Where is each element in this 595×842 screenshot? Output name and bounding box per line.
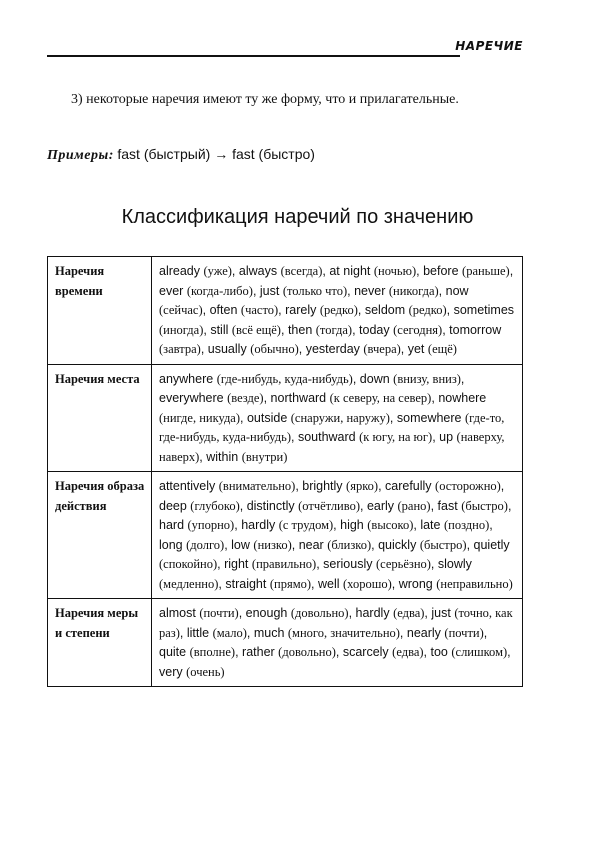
adverb-word: scarcely bbox=[342, 645, 389, 659]
adverb-translation: (прямо) bbox=[269, 576, 312, 591]
adverb-translation: (отчётливо) bbox=[298, 498, 360, 513]
adverb-word: little bbox=[186, 625, 210, 640]
classification-title: Классификация наречий по значению bbox=[121, 206, 474, 228]
adverb-word: often bbox=[209, 303, 238, 317]
adverb-translation: (сейчас) bbox=[159, 303, 203, 317]
table-row bbox=[48, 472, 523, 599]
adverb-translation: (наверху, наверх) bbox=[159, 430, 505, 464]
adverb-translation: (с трудом) bbox=[278, 518, 334, 532]
adverb-translation: (едва) bbox=[393, 606, 425, 620]
adverb-word: yesterday bbox=[305, 342, 360, 356]
adverb-translation: (слишком) bbox=[451, 645, 508, 659]
adverb-word: already bbox=[159, 264, 200, 278]
adverb-word: long bbox=[159, 537, 183, 552]
adverb-translation: (низко) bbox=[253, 537, 292, 552]
adverb-word: nowhere bbox=[438, 391, 487, 405]
adverb-word: slowly bbox=[437, 557, 472, 571]
adverb-translation: (завтра) bbox=[159, 342, 201, 356]
adverb-word: rather bbox=[242, 645, 275, 659]
adverb-translation: (осторожно) bbox=[435, 479, 501, 493]
adverb-word: up bbox=[439, 430, 454, 444]
adverb-list: almost (почти), enough (довольно), hardly (едва), just (точно, как раз), little (мало), much (много, значительно), nearly (почти), quite (вполне), rather (довольно), scarcely (едва), too (слишком), very (очень) bbox=[152, 599, 523, 687]
adverb-translation: (часто) bbox=[240, 303, 279, 317]
adverb-translation: (иногда) bbox=[159, 322, 204, 337]
adverb-translation: (снаружи, наружу) bbox=[290, 410, 390, 425]
adverb-word: low bbox=[231, 537, 250, 552]
adverb-translation: (никогда) bbox=[388, 283, 439, 298]
adverb-translation: (глубоко) bbox=[190, 498, 240, 513]
adverb-word: too bbox=[430, 645, 448, 659]
classification-table bbox=[47, 256, 523, 687]
adverb-word: quite bbox=[159, 645, 187, 659]
adverb-translation: (где-то, где-нибудь, куда-нибудь) bbox=[159, 410, 505, 444]
adverb-translation: (к северу, на север) bbox=[329, 391, 432, 405]
table-row bbox=[48, 364, 523, 472]
adverb-translation: (ночью) bbox=[373, 264, 417, 278]
paragraph bbox=[47, 90, 523, 110]
adverb-word: just bbox=[431, 606, 451, 620]
adverb-translation: (много, значительно) bbox=[287, 625, 400, 640]
examples-label: Примеры: bbox=[47, 148, 114, 163]
adverb-category: Наречия места bbox=[48, 364, 152, 472]
adverb-word: outside bbox=[246, 410, 288, 425]
adverb-word: carefully bbox=[385, 479, 432, 493]
adverb-word: ever bbox=[159, 283, 184, 298]
adverb-word: never bbox=[354, 283, 386, 298]
adverb-word: everywhere bbox=[159, 391, 224, 405]
adverb-category: Наречия меры и степени bbox=[48, 599, 152, 687]
adverb-word: quickly bbox=[378, 537, 417, 552]
adverb-translation: (когда-либо) bbox=[186, 283, 253, 298]
adverb-translation: (нигде, никуда) bbox=[159, 410, 241, 425]
adverb-word: seriously bbox=[323, 557, 373, 571]
adverb-word: straight bbox=[225, 576, 267, 591]
adverb-word: right bbox=[224, 557, 249, 571]
adverb-translation: (довольно) bbox=[290, 606, 349, 620]
adverb-word: very bbox=[159, 664, 183, 679]
paragraph-text: 3) некоторые наречия имеют ту же форму, что и прилагательные. bbox=[71, 92, 459, 107]
adverb-translation: (к югу, на юг) bbox=[359, 430, 433, 444]
adverb-word: usually bbox=[207, 342, 247, 356]
adverb-translation: (вполне) bbox=[189, 645, 236, 659]
adverb-translation: (где-нибудь, куда-нибудь) bbox=[216, 371, 353, 386]
adverb-word: somewhere bbox=[396, 410, 462, 425]
adverb-translation: (мало) bbox=[212, 625, 247, 640]
adverb-word: nearly bbox=[406, 625, 441, 640]
adverb-word: today bbox=[359, 322, 390, 337]
adverb-translation: (хорошо) bbox=[343, 576, 392, 591]
adverb-translation: (сегодня) bbox=[393, 322, 443, 337]
adverb-translation: (всегда) bbox=[280, 264, 323, 278]
adverb-word: tomorrow bbox=[449, 322, 502, 337]
adverb-translation: (быстро) bbox=[419, 537, 467, 552]
adverb-translation: (точно, как раз) bbox=[159, 606, 513, 640]
table-row bbox=[48, 599, 523, 687]
adverb-word: now bbox=[445, 283, 469, 298]
adverb-word: much bbox=[253, 625, 285, 640]
adverb-translation: (внимательно) bbox=[218, 479, 296, 493]
adverb-translation: (всё ещё) bbox=[231, 322, 281, 337]
adverb-word: then bbox=[287, 322, 313, 337]
adverb-word: seldom bbox=[364, 303, 406, 317]
adverb-word: wrong bbox=[398, 576, 433, 591]
adverb-word: quietly bbox=[473, 537, 510, 552]
adverb-word: enough bbox=[245, 606, 288, 620]
adverb-word: sometimes bbox=[453, 303, 515, 317]
adverb-word: well bbox=[317, 576, 340, 591]
adverb-word: southward bbox=[297, 430, 356, 444]
adverb-word: almost bbox=[159, 606, 196, 620]
adverb-translation: (внизу, вниз) bbox=[393, 371, 461, 386]
adverb-translation: (спокойно) bbox=[159, 557, 218, 571]
adverb-word: early bbox=[366, 498, 395, 513]
adverb-translation: (поздно) bbox=[443, 518, 490, 532]
adverb-word: hard bbox=[159, 518, 185, 532]
adverb-translation: (обычно) bbox=[250, 342, 299, 356]
adverb-translation: (едва) bbox=[392, 645, 424, 659]
adverb-translation: (почти) bbox=[199, 606, 239, 620]
adverb-word: distinctly bbox=[246, 498, 295, 513]
adverb-word: always bbox=[238, 264, 278, 278]
header-rule bbox=[47, 55, 460, 57]
adverb-word: within bbox=[206, 449, 239, 464]
adverb-word: attentively bbox=[159, 479, 216, 493]
adverb-word: rarely bbox=[285, 303, 317, 317]
adverb-translation: (почти) bbox=[444, 625, 484, 640]
adverb-word: hardly bbox=[241, 518, 276, 532]
adverb-word: fast bbox=[437, 498, 458, 513]
adverb-category: Наречия образа действия bbox=[48, 472, 152, 599]
adverb-translation: (очень) bbox=[186, 664, 225, 679]
table-row bbox=[48, 257, 523, 365]
adverb-list: attentively (внимательно), brightly (ярко), carefully (осторожно), deep (глубоко), distinctly (отчётливо), early (рано), fast (быстро), hard (упорно), hardly (с трудом), high (высоко), late (поздно), long (долго), low (низко), near (близко), quickly (быстро), quietly (спокойно), right (правильно), seriously (серьёзно), slowly (медленно), straight (прямо), well (хорошо), wrong (неправильно) bbox=[152, 472, 523, 599]
adverb-translation: (быстро) bbox=[461, 498, 508, 513]
adverb-word: deep bbox=[159, 498, 187, 513]
adverb-word: still bbox=[210, 322, 229, 337]
section-title: НАРЕЧИЕ bbox=[455, 39, 523, 53]
adverb-translation: (только что) bbox=[282, 283, 348, 298]
adverb-translation: (ещё) bbox=[427, 342, 457, 356]
adverb-word: brightly bbox=[302, 479, 343, 493]
adverb-word: anywhere bbox=[159, 371, 214, 386]
adverb-word: northward bbox=[270, 391, 327, 405]
adverb-translation: (редко) bbox=[319, 303, 358, 317]
adverb-translation: (везде) bbox=[227, 391, 264, 405]
adverb-word: yet bbox=[407, 342, 425, 356]
adverb-translation: (внутри) bbox=[241, 449, 288, 464]
adverb-word: high bbox=[340, 518, 364, 532]
adverb-translation: (уже) bbox=[203, 264, 232, 278]
adverb-word: down bbox=[359, 371, 390, 386]
adverb-translation: (правильно) bbox=[251, 557, 317, 571]
adverb-translation: (долго) bbox=[186, 537, 225, 552]
adverb-word: late bbox=[420, 518, 441, 532]
adverb-translation: (упорно) bbox=[187, 518, 235, 532]
adverb-translation: (высоко) bbox=[367, 518, 414, 532]
adverb-list: anywhere (где-нибудь, куда-нибудь), down (внизу, вниз), everywhere (везде), northward (к северу, на север), nowhere (нигде, никуда), outside (снаружи, наружу), somewhere (где-то, где-нибудь, куда-нибудь), southward (к югу, на юг), up (наверху, наверх), within (внутри) bbox=[152, 364, 523, 472]
adverb-translation: (серьёзно) bbox=[375, 557, 431, 571]
adverb-translation: (близко) bbox=[327, 537, 372, 552]
table-body bbox=[48, 257, 523, 687]
adverb-translation: (довольно) bbox=[278, 645, 336, 659]
adverb-translation: (тогда) bbox=[315, 322, 353, 337]
adverb-category: Наречия времени bbox=[48, 257, 152, 365]
adverb-translation: (неправильно) bbox=[436, 576, 513, 591]
adverb-word: near bbox=[298, 537, 324, 552]
adverb-word: at night bbox=[329, 264, 371, 278]
adverb-word: before bbox=[423, 264, 459, 278]
adverb-word: hardly bbox=[355, 606, 390, 620]
adverb-translation: (вчера) bbox=[363, 342, 401, 356]
adverb-translation: (рано) bbox=[397, 498, 431, 513]
adverb-list: already (уже), always (всегда), at night (ночью), before (раньше), ever (когда-либо), just (только что), never (никогда), now (сейчас), often (часто), rarely (редко), seldom (редко), sometimes (иногда), still (всё ещё), then (тогда), today (сегодня), tomorrow (завтра), usually (обычно), yesterday (вчера), yet (ещё) bbox=[152, 257, 523, 365]
adverb-translation: (ярко) bbox=[346, 479, 379, 493]
adverb-word: just bbox=[259, 283, 280, 298]
adverb-translation: (раньше) bbox=[462, 264, 510, 278]
examples-text: fast (быстрый) → fast (быстро) bbox=[117, 146, 315, 162]
examples-line bbox=[47, 146, 315, 164]
adverb-translation: (редко) bbox=[408, 303, 447, 317]
adverb-translation: (медленно) bbox=[159, 576, 219, 591]
